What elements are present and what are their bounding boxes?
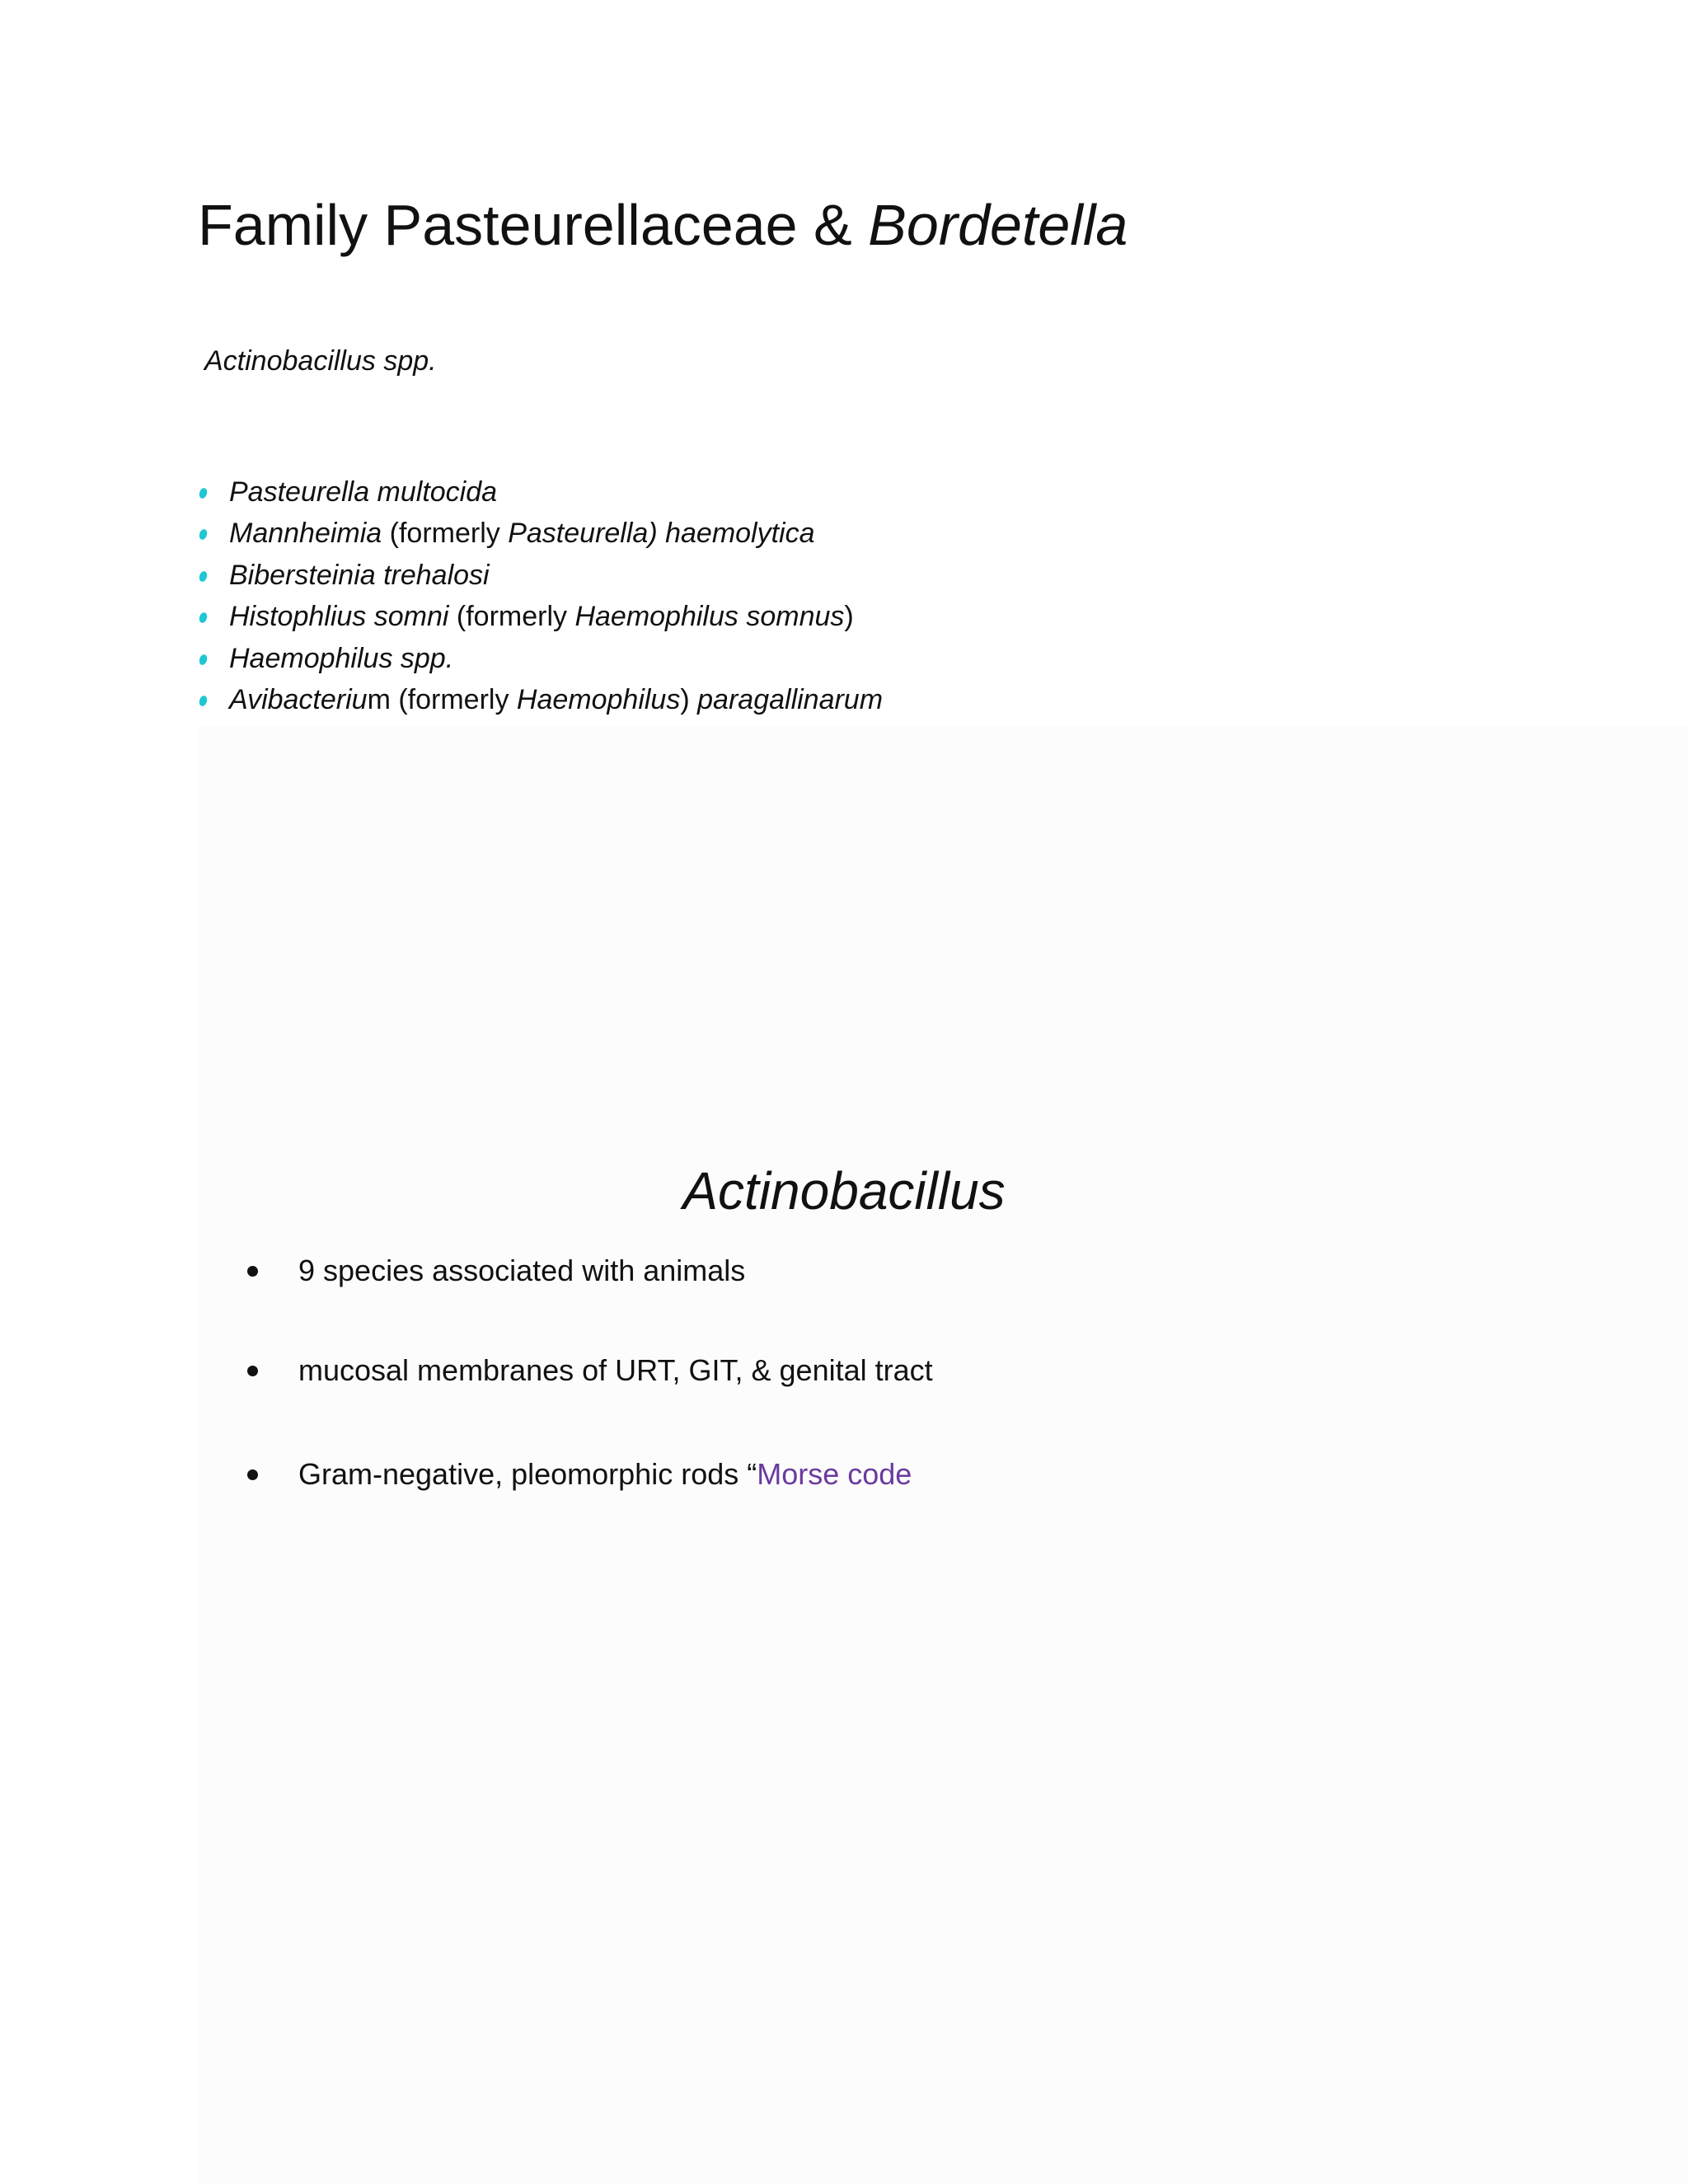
species-text: Pasteurella multocida (229, 476, 498, 508)
actinobacillus-section (198, 1154, 1490, 1491)
bullet-icon (198, 612, 209, 624)
fact-text: mucosal membranes of URT, GIT, & genital tract (298, 1353, 933, 1387)
bullet-icon (198, 695, 209, 707)
bullet-icon (198, 653, 209, 665)
species-text: ) (680, 683, 698, 715)
bullet-icon (198, 487, 209, 499)
species-text: Avibacteriu (229, 683, 368, 715)
bullet-icon (247, 1469, 258, 1480)
species-text: Histophlius somni (229, 601, 449, 633)
title-italic: Bordetella (868, 193, 1128, 257)
species-item (198, 638, 883, 679)
morse-code-link[interactable]: Morse code (757, 1457, 912, 1491)
species-item (198, 471, 883, 513)
bullet-icon (247, 1266, 258, 1277)
species-item (198, 555, 883, 596)
species-text: Haemophilus somnus (574, 601, 845, 633)
bullet-icon (198, 570, 209, 583)
fact-text: 9 species associated with animals (298, 1254, 746, 1287)
title-plain: Family Pasteurellaceae & (198, 193, 869, 257)
species-text: Mannheimia (229, 518, 382, 550)
fact-item (247, 1351, 933, 1390)
species-text: Pasteurella) haemolytica (508, 518, 815, 550)
species-text: ) (844, 601, 854, 633)
species-item (198, 679, 883, 720)
species-text: Haemophilus spp. (229, 642, 454, 674)
fact-item (247, 1251, 745, 1291)
fact-item (247, 1455, 912, 1494)
species-text: paragallinarum (697, 683, 884, 715)
species-list (198, 471, 883, 720)
section-title: Actinobacillus (682, 1161, 1006, 1221)
species-item (198, 596, 883, 637)
species-text: (formerly (448, 601, 575, 633)
bullet-icon (198, 528, 209, 541)
species-text: Haemophilus (516, 683, 681, 715)
species-text: (formerly (382, 518, 509, 550)
subtitle: Actinobacillus spp. (204, 345, 437, 377)
fact-text: Gram-negative, pleomorphic rods “ (298, 1457, 757, 1491)
species-item (198, 513, 883, 554)
page-title (198, 188, 1128, 262)
species-text: m (formerly (367, 683, 517, 715)
bullet-icon (247, 1366, 258, 1376)
species-text: Bibersteinia trehalosi (229, 559, 490, 591)
